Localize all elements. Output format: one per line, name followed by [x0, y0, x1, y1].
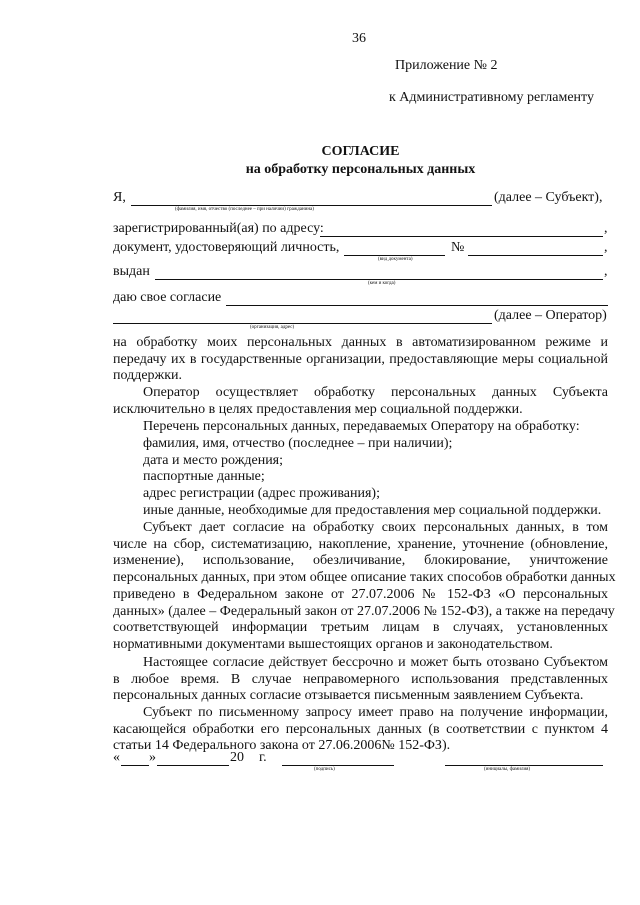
label-ya: Я,	[113, 190, 126, 205]
text-line: исключительно в целях предоставления мер социальной поддержки.	[113, 401, 523, 417]
date-year-prefix: 20	[230, 750, 244, 765]
label-number: №	[451, 240, 465, 255]
label-document: документ, удостоверяющий личность,	[113, 240, 340, 255]
date-month-field[interactable]	[157, 765, 229, 766]
list-item: иные данные, необходимые для предоставления мер социальной поддержки.	[143, 502, 602, 518]
fio-field[interactable]	[131, 205, 492, 206]
document-subtitle: на обработку персональных данных	[245, 162, 476, 177]
text-line: поддержки.	[113, 368, 183, 384]
text-line: персональных данных согласие отзывается письменным заявлением Субъекта.	[113, 688, 584, 704]
paragraph-rights	[113, 705, 608, 755]
date-year-suffix: г.	[259, 750, 267, 765]
text-line: Субъект дает согласие на обработку своих персональных данных, в том	[143, 520, 608, 535]
text-line: соответствующей информации третьим лицам в случаях, установленных	[113, 620, 608, 636]
label-subject: (далее – Субъект),	[494, 190, 603, 205]
label-registered: зарегистрированный(ая) по адресу:	[113, 221, 324, 236]
personal-data-list	[113, 436, 608, 520]
document-title: СОГЛАСИЕ	[321, 144, 400, 159]
paragraph-processing	[113, 520, 616, 654]
issued-field[interactable]	[155, 279, 603, 280]
hint-fio: (фамилия, имя, отчество (последнее – при наличии) гражданина)	[175, 207, 314, 212]
hint-org: (организация, адрес)	[250, 325, 295, 330]
initials-field[interactable]	[445, 765, 603, 766]
list-item: дата и место рождения;	[143, 452, 284, 468]
paragraph-purpose	[113, 335, 608, 385]
text-line: нормативными документами вышестоящих органов и законодательством.	[113, 636, 553, 652]
paragraph-operator	[113, 385, 608, 418]
signature-field[interactable]	[282, 765, 394, 766]
operator-field-2[interactable]	[113, 323, 492, 324]
text-line: касающейся обработки его персональных данных (в соответствии с пунктом 4	[113, 721, 608, 737]
label-operator: (далее – Оператор)	[494, 308, 607, 323]
text-line: в любое время. В случае неправомерного использования представленных	[113, 671, 608, 687]
doc-number-field[interactable]	[468, 255, 603, 256]
text-line: на обработку моих персональных данных в автоматизированном режиме и	[113, 335, 608, 350]
date-day-field[interactable]	[121, 765, 149, 766]
text-line: числе на сбор, систематизацию, накопление, хранение, уточнение (обновление,	[113, 536, 608, 552]
text-line: приведено в Федеральном законе от 27.07.2006 № 152-ФЗ «О персональных	[113, 586, 608, 602]
comma-2: ,	[604, 240, 608, 255]
text-line: статьи 14 Федерального закона от 27.06.2006№ 152-ФЗ).	[113, 738, 451, 754]
text-line: Оператор осуществляет обработку персональных данных Субъекта	[143, 385, 608, 400]
address-field[interactable]	[320, 236, 603, 237]
list-item: фамилия, имя, отчество (последнее – при наличии);	[143, 436, 453, 451]
hint-issued-by: (кем и когда)	[368, 281, 396, 286]
list-item: адрес регистрации (адрес проживания);	[143, 486, 380, 502]
hint-initials: (инициалы, фамилия)	[484, 767, 531, 772]
appendix-title: Приложение № 2	[395, 58, 498, 73]
appendix-reference: к Административному регламенту	[389, 90, 594, 105]
text-line: данных» (далее – Федеральный закон от 27.07.2006 № 152-ФЗ), а также на передачу	[113, 603, 615, 619]
comma-1: ,	[604, 221, 608, 236]
hint-doc-type: (вид документа)	[378, 257, 413, 262]
date-quote-close: »	[149, 750, 156, 765]
comma-3: ,	[604, 264, 608, 279]
text-line: изменение), использование, обезличивание, блокирование, уничтожение	[113, 553, 608, 569]
operator-field-1[interactable]	[226, 305, 608, 306]
label-consent: даю свое согласие	[113, 290, 222, 305]
text-line: персональных данных, при этом общее описание таких способов обработки данных	[113, 570, 616, 586]
text-line: Субъект по письменному запросу имеет право на получение информации,	[143, 705, 608, 720]
text-line: Настоящее согласие действует бессрочно и может быть отозвано Субъектом	[143, 655, 608, 670]
page-number: 36	[352, 31, 366, 46]
date-quote-open: «	[113, 750, 120, 765]
text-line: Перечень персональных данных, передаваемых Оператору на обработку:	[143, 419, 580, 434]
paragraph-validity	[113, 655, 608, 705]
list-item: паспортные данные;	[143, 469, 265, 485]
label-issued: выдан	[113, 264, 150, 279]
paragraph-list-intro	[113, 419, 608, 436]
text-line: передачу их в государственные организации, предоставляющие меры социальной	[113, 351, 608, 367]
doc-type-field[interactable]	[344, 255, 445, 256]
hint-signature: (подпись)	[314, 767, 335, 772]
